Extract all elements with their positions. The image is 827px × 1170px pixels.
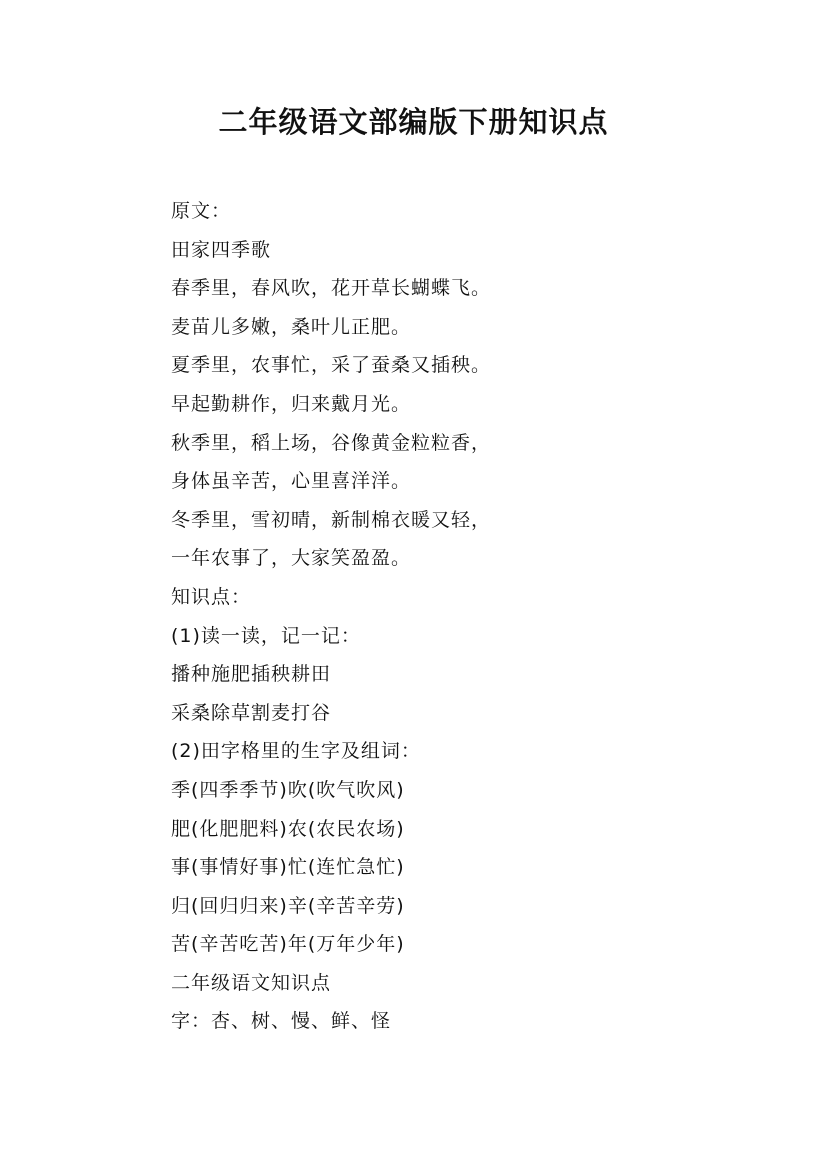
- document-title: 二年级语文部编版下册知识点: [218, 105, 609, 139]
- text-line-poem: 冬季里，雪初晴，新制棉衣暖又轻，: [171, 508, 492, 531]
- text-line-knowledge: (1)读一读，记一记：: [171, 624, 361, 647]
- text-line-word-group: 苦(辛苦吃苦)年(万年少年): [171, 933, 405, 956]
- text-line-knowledge: 采桑除草割麦打谷: [171, 701, 332, 724]
- text-line-knowledge: 播种施肥插秧耕田: [171, 663, 332, 686]
- text-line-word-group: 事(事情好事)忙(连忙急忙): [171, 856, 405, 879]
- text-line-poem: 夏季里，农事忙，采了蚕桑又插秧。: [171, 354, 492, 377]
- text-line-original: 原文：: [171, 200, 232, 222]
- text-line-word-group: 肥(化肥肥料)农(农民农场): [171, 817, 405, 840]
- text-line-poem: 身体虽辛苦，心里喜洋洋。: [171, 470, 412, 493]
- text-line-poem: 早起勤耕作，归来戴月光。: [171, 392, 412, 415]
- text-line-poem: 麦苗儿多嫩，桑叶儿正肥。: [171, 315, 412, 338]
- text-line-word-group: 季(四季季节)吹(吹气吹风): [171, 778, 405, 801]
- text-line-poem: 一年农事了，大家笑盈盈。: [171, 547, 412, 570]
- document-body: [171, 192, 691, 1041]
- text-line-word-group: 归(回归归来)辛(辛苦辛劳): [171, 894, 405, 917]
- text-line-poem: 秋季里，稻上场，谷像黄金粒粒香，: [171, 431, 492, 454]
- text-line-knowledge: (2)田字格里的生字及组词：: [171, 740, 421, 763]
- text-line-poem: 春季里，春风吹，花开草长蝴蝶飞。: [171, 277, 492, 300]
- text-line-section-heading: 二年级语文知识点: [171, 971, 332, 994]
- text-line-characters: 字：杏、树、慢、鲜、怪: [171, 1010, 392, 1033]
- text-line-knowledge-heading: 知识点：: [171, 585, 252, 608]
- text-line-poem-title: 田家四季歌: [171, 238, 272, 261]
